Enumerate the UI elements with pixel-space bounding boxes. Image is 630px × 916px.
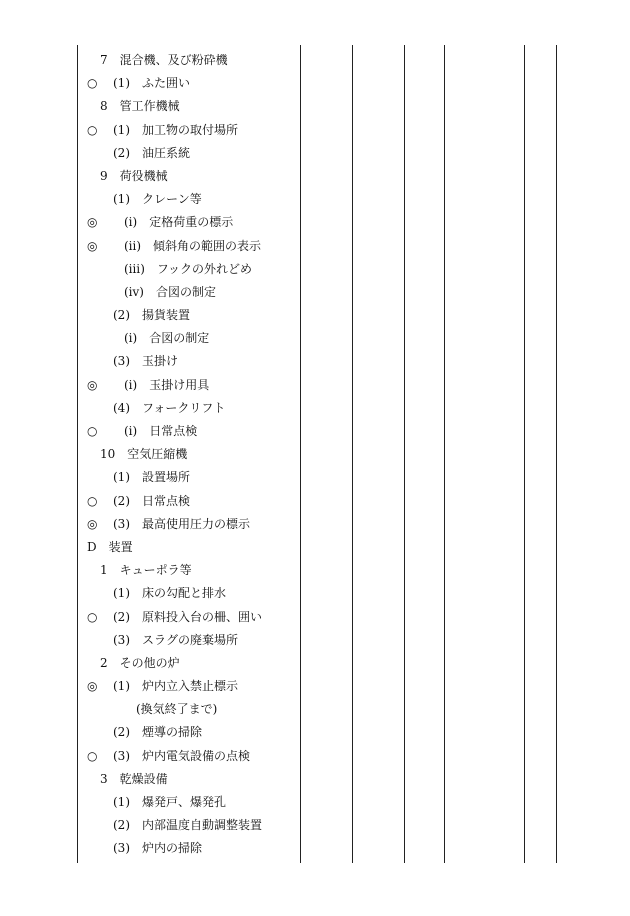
priority-mark: ○ xyxy=(87,609,98,624)
column-rule-1 xyxy=(300,45,301,863)
priority-mark: ○ xyxy=(87,76,98,91)
checklist-row xyxy=(0,443,300,466)
checklist-item-text: (1) 床の勾配と排水 xyxy=(113,586,226,601)
checklist-row xyxy=(0,397,300,420)
checklist-item-text: (3) 玉掛け xyxy=(113,354,178,369)
checklist-item-text: (1) ふた囲い xyxy=(113,76,190,91)
checklist-row xyxy=(0,536,300,559)
checklist-item-text: (2) 内部温度自動調整装置 xyxy=(113,818,262,833)
checklist-row xyxy=(0,142,300,165)
checklist-item-text: (3) 炉内の掃除 xyxy=(113,841,202,856)
checklist-row xyxy=(0,513,300,536)
column-rule-right xyxy=(556,45,557,863)
checklist-row xyxy=(0,304,300,327)
checklist-row xyxy=(0,652,300,675)
checklist-item-text: 7 混合機、及び粉砕機 xyxy=(100,53,228,67)
column-rule-4 xyxy=(444,45,445,863)
priority-mark: ○ xyxy=(87,748,98,763)
checklist-row xyxy=(0,281,300,304)
priority-mark: ○ xyxy=(87,493,98,508)
checklist-items xyxy=(0,49,300,861)
checklist-row xyxy=(0,768,300,791)
checklist-item-text: (ⅲ) フックの外れどめ xyxy=(124,261,253,276)
checklist-row xyxy=(0,675,300,698)
checklist-row xyxy=(0,721,300,744)
priority-mark: ◎ xyxy=(87,215,98,230)
checklist-item-text: (1) 爆発戸、爆発孔 xyxy=(113,795,226,809)
column-rule-5 xyxy=(524,45,525,863)
priority-mark: ○ xyxy=(87,122,98,137)
checklist-item-text: (ⅱ) 傾斜角の範囲の表示 xyxy=(124,238,262,253)
checklist-row xyxy=(0,698,300,721)
checklist-row xyxy=(0,211,300,234)
checklist-item-text: 2 その他の炉 xyxy=(100,655,180,670)
checklist-item-text: (1) 炉内立入禁止標示 xyxy=(113,679,238,694)
priority-mark: ○ xyxy=(87,424,98,438)
checklist-item-text: (3) 最高使用圧力の標示 xyxy=(113,516,250,531)
checklist-row xyxy=(0,559,300,582)
checklist-item-text: (換気終了まで) xyxy=(136,702,218,717)
checklist-row xyxy=(0,606,300,629)
checklist-row xyxy=(0,327,300,350)
checklist-item-text: 1 キューポラ等 xyxy=(100,563,192,578)
priority-mark: ◎ xyxy=(87,679,98,694)
checklist-row xyxy=(0,95,300,118)
checklist-item-text: 8 管工作機械 xyxy=(100,99,180,114)
checklist-item-text: (1) 加工物の取付場所 xyxy=(113,122,238,137)
checklist-item-text: (4) フォークリフト xyxy=(113,400,226,415)
checklist-row xyxy=(0,814,300,837)
checklist-item-text: (ⅰ) 玉掛け用具 xyxy=(124,377,210,392)
priority-mark: ◎ xyxy=(87,516,98,531)
checklist-row xyxy=(0,188,300,211)
checklist-row xyxy=(0,466,300,489)
priority-mark: ◎ xyxy=(87,377,98,392)
checklist-item-text: (3) スラグの廃棄場所 xyxy=(113,632,238,647)
checklist-item-text: (2) 日常点検 xyxy=(113,493,190,508)
checklist-item-text: (1) 設置場所 xyxy=(113,470,190,485)
checklist-item-text: (2) 揚貨装置 xyxy=(113,308,190,323)
checklist-row xyxy=(0,791,300,814)
checklist-row xyxy=(0,837,300,860)
checklist-item-text: 9 荷役機械 xyxy=(100,168,168,183)
checklist-row xyxy=(0,582,300,605)
checklist-item-text: (1) クレーン等 xyxy=(113,192,202,207)
checklist-item-text: (ⅰ) 合図の制定 xyxy=(124,331,210,346)
checklist-row xyxy=(0,490,300,513)
column-rule-3 xyxy=(404,45,405,863)
column-rule-2 xyxy=(352,45,353,863)
checklist-item-text: (ⅰ) 日常点検 xyxy=(124,424,198,438)
priority-mark: ◎ xyxy=(87,238,98,253)
checklist-row xyxy=(0,165,300,188)
checklist-row xyxy=(0,629,300,652)
checklist-row xyxy=(0,119,300,142)
checklist-item-text: (2) 原料投入台の柵、囲い xyxy=(113,609,262,624)
checklist-item-text: (2) 煙導の掃除 xyxy=(113,725,202,740)
checklist-row xyxy=(0,374,300,397)
checklist-item-text: (2) 油圧系統 xyxy=(113,145,190,160)
checklist-item-text: (ⅰ) 定格荷重の標示 xyxy=(124,215,234,230)
checklist-row xyxy=(0,420,300,443)
checklist-item-text: (3) 炉内電気設備の点検 xyxy=(113,748,250,763)
checklist-item-text: (ⅳ) 合図の制定 xyxy=(124,284,216,299)
checklist-row xyxy=(0,72,300,95)
checklist-row xyxy=(0,49,300,72)
checklist-item-text: 3 乾燥設備 xyxy=(100,771,168,786)
checklist-item-text: 10 空気圧縮機 xyxy=(100,447,188,462)
checklist-row xyxy=(0,235,300,258)
checklist-row xyxy=(0,258,300,281)
checklist-row xyxy=(0,350,300,373)
checklist-item-text: D 装置 xyxy=(87,539,133,554)
checklist-row xyxy=(0,745,300,768)
